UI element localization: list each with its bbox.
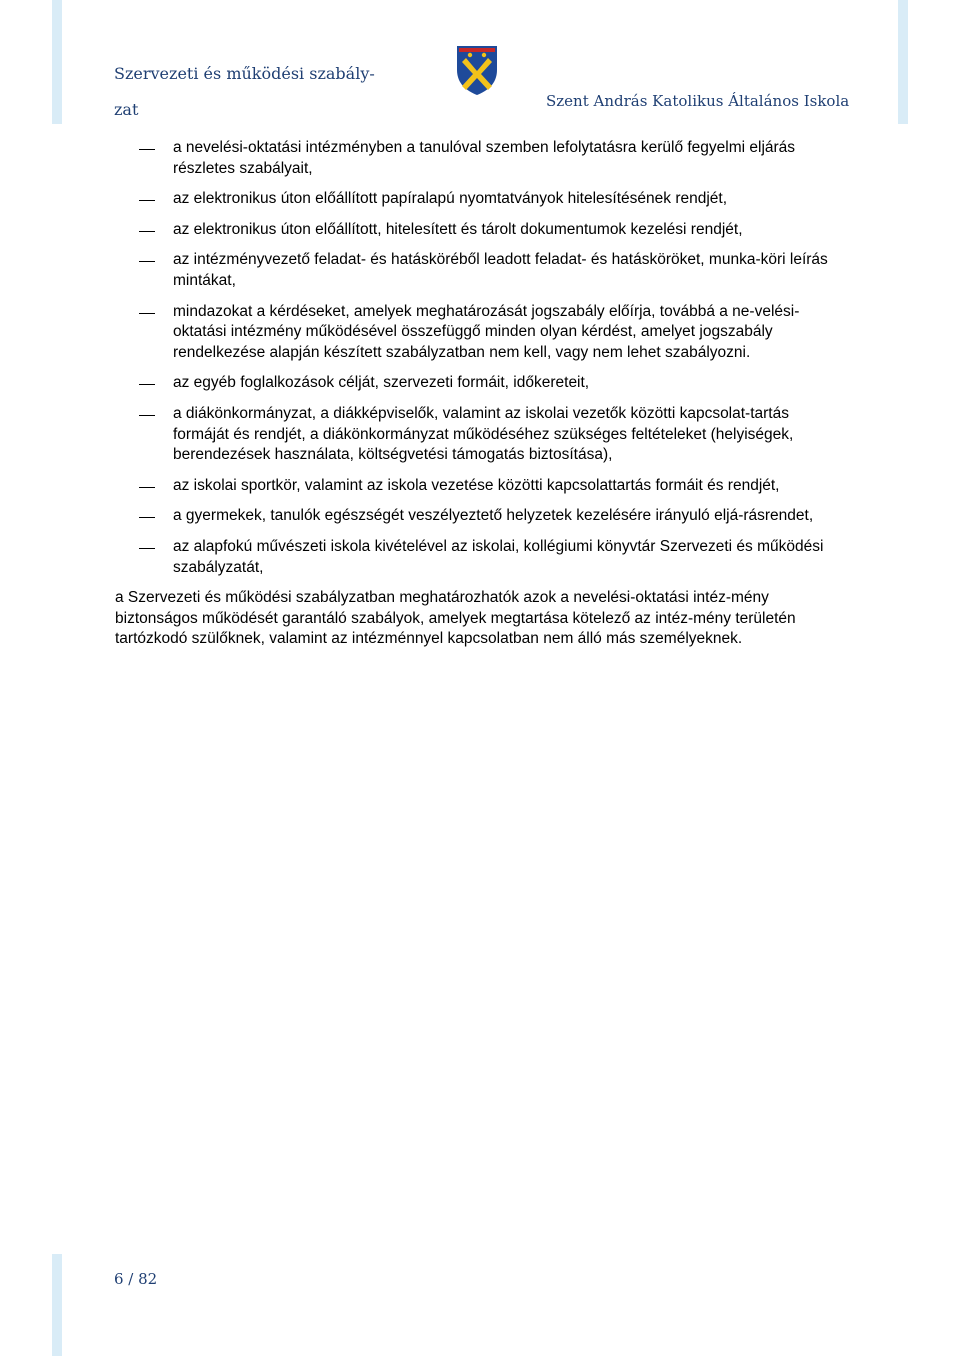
list-item-text: az alapfokú művészeti iskola kivételével az iskolai, kollégiumi könyvtár Szervezeti és működési szabályzatát, — [173, 537, 824, 576]
list-item-text: az egyéb foglalkozások célját, szervezeti formáit, időkereteit, — [173, 374, 590, 392]
dash-bullet — [139, 487, 155, 488]
list-item — [115, 537, 831, 578]
list-item — [115, 404, 831, 466]
dash-bullet — [139, 517, 155, 518]
footer-accent-bar — [52, 1254, 62, 1356]
document-title-line-2: zat — [114, 100, 139, 119]
list-item — [115, 373, 831, 394]
list-item-text: az elektronikus úton előállított, hitelesített és tárolt dokumentumok kezelési rendjét, — [173, 220, 743, 238]
body-paragraph: a Szervezeti és működési szabályzatban meghatározhatók azok a nevelési-oktatási intéz-mény biztonságos működését garantáló szabályok, amelyek megtartása kötelező az intéz-mény területén tartózkodó szülőknek, valamint az intézménnyel kapcsolatban nem álló más személyeknek. — [115, 589, 796, 648]
list-item — [115, 250, 831, 291]
page-number: 6 / 82 — [114, 1270, 158, 1288]
list-item — [115, 138, 831, 179]
document-title-line-1: Szervezeti és működési szabály- — [114, 64, 375, 83]
school-name: Szent András Katolikus Általános Iskola — [546, 92, 850, 110]
list-item-text: a gyermekek, tanulók egészségét veszélyeztető helyzetek kezelésére irányuló eljá-rásrendet, — [173, 507, 814, 525]
dash-bullet — [139, 231, 155, 232]
list-item — [115, 506, 831, 527]
list-item — [115, 220, 831, 241]
list-item — [115, 189, 831, 210]
list-item-text: az iskolai sportkör, valamint az iskola vezetése közötti kapcsolattartás formáit és rendjét, — [173, 476, 780, 494]
dash-bullet — [139, 415, 155, 416]
list-item — [115, 302, 831, 364]
dash-bullet — [139, 261, 155, 262]
list-item-text: a nevelési-oktatási intézményben a tanulóval szemben lefolytatásra kerülő fegyelmi eljárás részletes szabályait, — [173, 139, 796, 177]
header-accent-bar-left — [52, 0, 62, 124]
list-item-text: az elektronikus úton előállított papíralapú nyomtatványok hitelesítésének rendjét, — [173, 190, 728, 208]
dash-bullet — [139, 384, 155, 385]
dash-bullet — [139, 200, 155, 201]
dash-bullet — [139, 313, 155, 314]
list-item-text: mindazokat a kérdéseket, amelyek meghatározását jogszabály előírja, továbbá a ne-velési-oktatási intézmény működésével összefüggő minden olyan kérdést, amelyet jogszabály rendelkezése alapján készített szabályzatban nem kell, vagy nem lehet szabályozni. — [173, 302, 800, 361]
dash-bullet — [139, 548, 155, 549]
document-title — [114, 56, 375, 128]
school-crest-icon — [455, 44, 499, 96]
list-item-text: a diákönkormányzat, a diákképviselők, valamint az iskolai vezetők közötti kapcsolat-tartás formáját és rendjét, a diákönkormányzat működéséhez szükséges feltételeket (helyiségek, berendezések használata, költségvetési támogatás biztosítása), — [173, 404, 794, 464]
dash-bullet — [139, 149, 155, 150]
regulation-list — [115, 138, 831, 578]
header-accent-bar-right — [898, 0, 908, 124]
list-item-text: az intézményvezető feladat- és hatásköréből leadott feladat- és hatásköröket, munka-köri leírás mintákat, — [173, 251, 828, 289]
document-body — [115, 138, 831, 650]
list-item — [115, 476, 831, 497]
